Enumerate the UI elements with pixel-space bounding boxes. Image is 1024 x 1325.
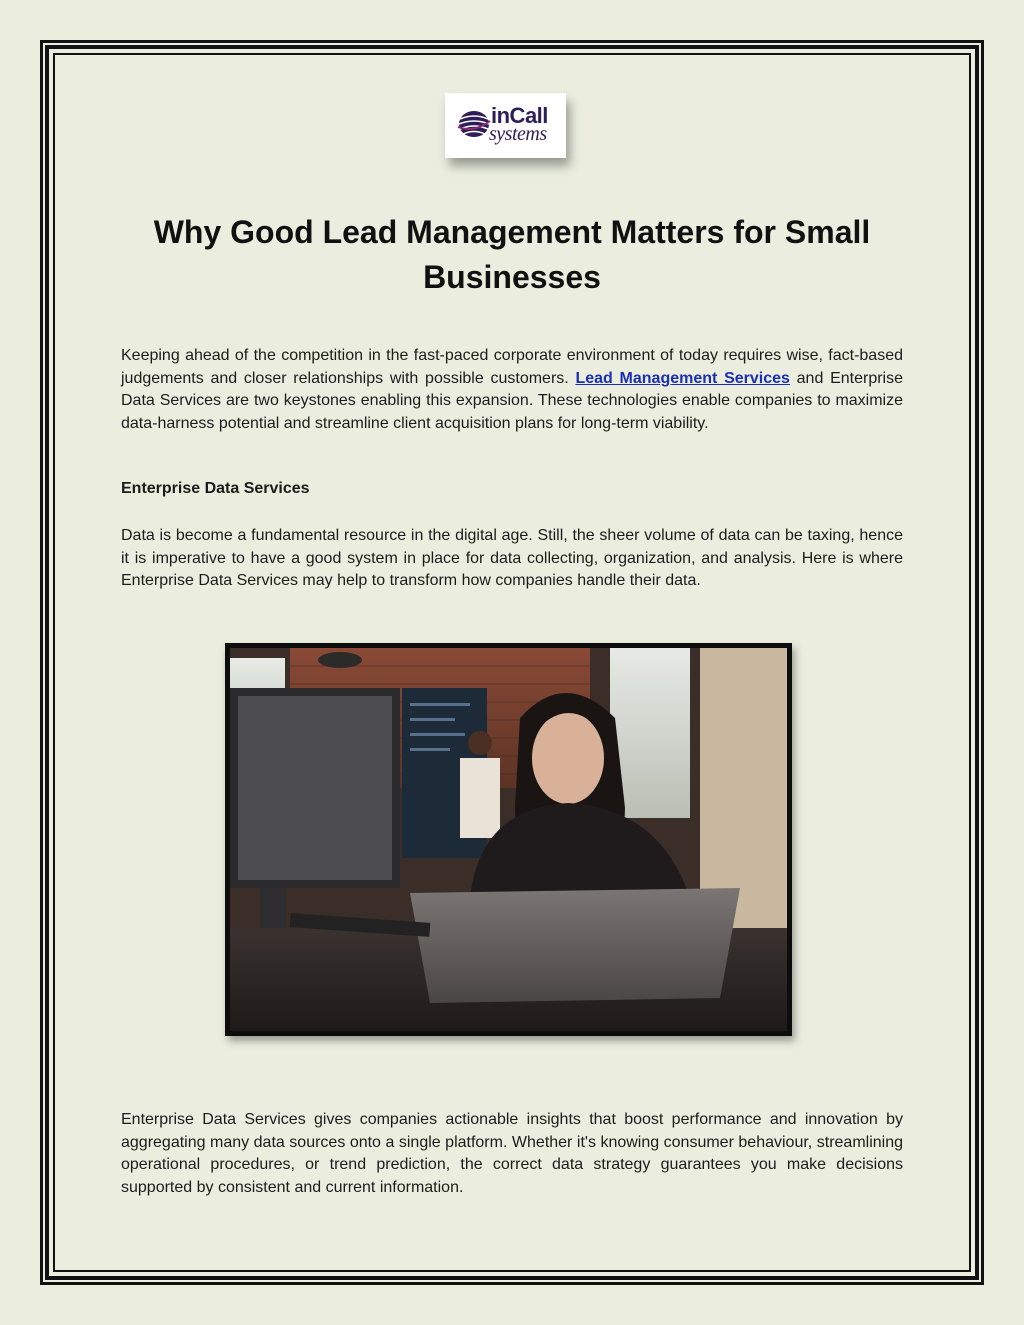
company-logo xyxy=(445,93,566,158)
office-photo xyxy=(225,643,792,1036)
closing-paragraph: Enterprise Data Services gives companies actionable insights that boost performance and innovation by aggregating many data sources onto a single platform. Whether it's knowing consumer behaviour, streamlining operational procedures, or trend prediction, the correct data strategy guarantees you make decisions supported by consistent and current information. xyxy=(121,1111,903,1196)
page-title: Why Good Lead Management Matters for Small Businesses xyxy=(153,214,871,295)
intro-paragraph xyxy=(121,345,903,435)
section-heading: Enterprise Data Services xyxy=(121,480,310,497)
intro-text-start: Keeping ahead of the competition in the fast-paced corporate environment of today requires wise, fact-based judgements and closer relationships with possible customers. xyxy=(121,347,903,387)
lead-management-services-link[interactable]: Lead Management Services xyxy=(575,369,790,387)
intro-text-end: and Enterprise Data Services are two keystones enabling this expansion. These technologies enable companies to maximize data-harness potential and streamline client acquisition plans for long-term viability. xyxy=(121,369,904,432)
section-paragraph: Data is become a fundamental resource in the digital age. Still, the sheer volume of data can be taxing, hence it is imperative to have a good system in place for data collecting, organization, and analysis. Here is where Enterprise Data Services may help to transform how companies handle their data. xyxy=(121,527,903,590)
logo-wordmark-top: inCall xyxy=(491,103,548,128)
logo-wordmark-bottom: systems xyxy=(489,123,547,145)
woman-at-laptop-image xyxy=(230,648,787,1031)
logo-globe-icon xyxy=(457,107,491,141)
